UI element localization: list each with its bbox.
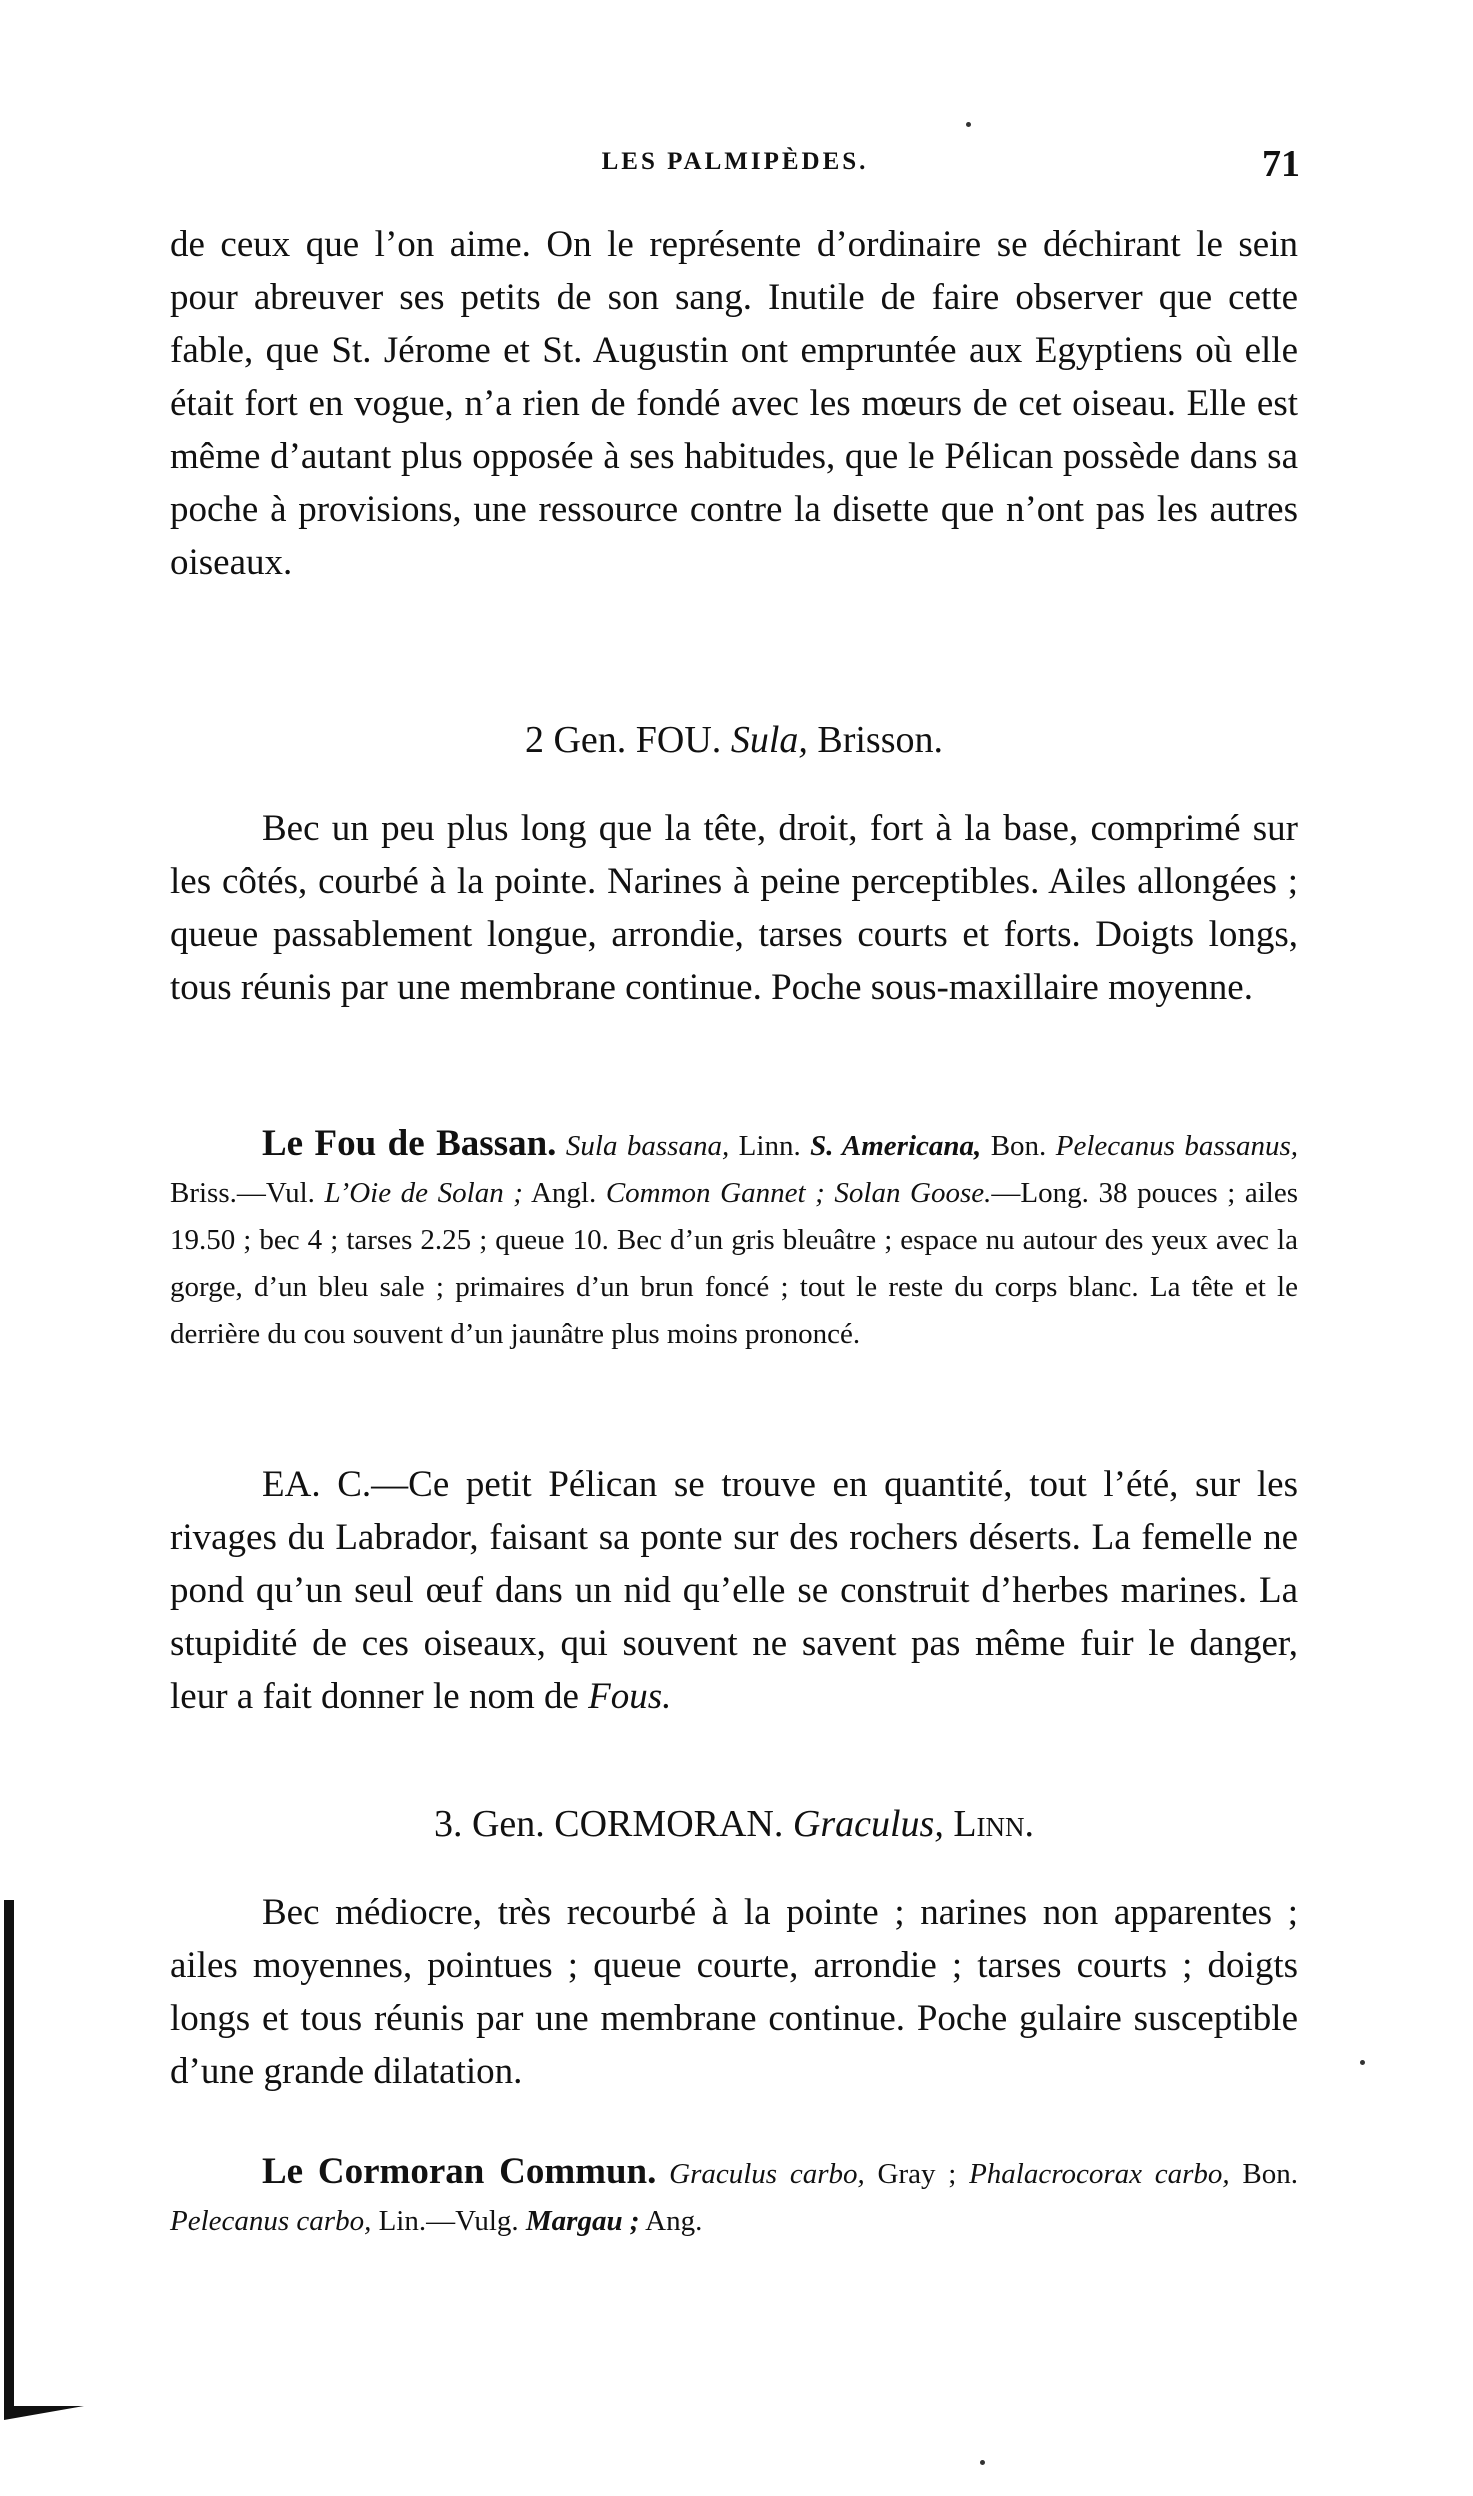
latin-name: Pelecanus carbo, <box>170 2205 372 2237</box>
genus-heading-fou <box>170 712 1298 768</box>
vernacular-name: L’Oie de Solan ; <box>324 1177 523 1209</box>
genus-number: 3. Gen. <box>433 1803 545 1845</box>
description-text: Bec médiocre, très recourbé à la pointe ; narines non apparentes ; ailes moyennes, pointues ; queue courte, arrondie ; tarses courts ; doigts longs et tous réunis par une membrane continue. Poche gulaire susceptible d’une grande dilatation. <box>170 1892 1298 2092</box>
synonym-text: Ang. <box>639 2205 703 2237</box>
english-name: Common Gannet ; Solan Goose. <box>605 1177 992 1209</box>
latin-name: Phalacrocorax carbo, <box>969 2158 1230 2190</box>
page-number: 71 <box>1262 143 1300 185</box>
scan-speck <box>980 2460 985 2465</box>
genus-heading-cormoran <box>170 1796 1298 1852</box>
latin-name: Pelecanus bassanus, <box>1055 1130 1298 1162</box>
vernacular-name: Margau ; <box>525 2205 640 2237</box>
running-head: LES PALMIPÈDES. <box>601 148 869 175</box>
binding-gutter-shadow <box>4 1900 14 2412</box>
synonym-text: Briss.—Vul. <box>170 1177 325 1209</box>
latin-name: Graculus carbo, <box>669 2158 865 2190</box>
genus-description-cormoran <box>170 1886 1298 2098</box>
synonym-text: Gray ; <box>864 2158 970 2190</box>
synonym-text: Bon. <box>981 1130 1056 1162</box>
italic-term: Fous. <box>588 1676 672 1717</box>
description-text: Bec un peu plus long que la tête, droit, fort à la base, comprimé sur les côtés, courbé à la pointe. Narines à peine perceptibles. Ailes allongées ; queue passablement longue, arrondie, tarses courts et forts. Doigts longs, tous réunis par une membrane continue. Poche sous-maxillaire moyenne. <box>170 808 1298 1008</box>
page-header <box>170 143 1300 198</box>
scan-speck <box>1360 2060 1365 2065</box>
species-entry-cormoran-commun <box>170 2148 1298 2245</box>
synonym-text: Linn. <box>729 1130 811 1162</box>
genus-number: 2 Gen. <box>524 719 627 761</box>
species-entry-fou-de-bassan <box>170 1120 1298 1358</box>
genus-name: FOU. <box>635 719 722 761</box>
synonym-text: Angl. <box>522 1177 606 1209</box>
genus-description-fou <box>170 802 1298 1014</box>
genus-author: Brisson. <box>817 719 944 761</box>
paragraph-text: de ceux que l’on aime. On le représente d’ordinaire se déchirant le sein pour abreuver ses petits de son sang. Inutile de faire observer que cette fable, que St. Jérome et St. Augustin ont empruntée aux Egyptiens où elle était fort en vogue, n’a rien de fondé avec les mœurs de cet oiseau. Elle est même d’autant plus opposée à ses habitudes, que le Pélican possède dans sa poche à provisions, une ressource contre la disette que n’ont pas les autres oiseaux. <box>170 224 1298 583</box>
scan-speck <box>966 122 971 127</box>
measurements-text: —Long. 38 pouces ; ailes 19.50 ; bec 4 ; tarses 2.25 ; queue 10. Bec d’un gris bleuâtre ; espace nu autour des yeux avec la gorge, d’un bleu sale ; primaires d’un brun foncé ; tout le reste du corps blanc. La tête et le derrière du cou souvent d’un jaunâtre plus moins prononcé. <box>170 1177 1299 1350</box>
synonym-text: Bon. <box>1229 2158 1299 2190</box>
species-name: Le Fou de Bassan. <box>262 1123 557 1164</box>
genus-author: Linn. <box>953 1803 1035 1845</box>
latin-name: Sula bassana, <box>565 1130 730 1162</box>
species-note-fou-de-bassan <box>170 1458 1298 1723</box>
note-text: —Ce petit Pélican se trouve en quantité, tout l’été, sur les rivages du Labrador, faisant sa ponte sur des rochers déserts. La femelle ne pond qu’un seul œuf dans un nid qu’elle se construit d’herbes marines. La stupidité de ces oiseaux, qui souvent ne savent pas même fuir le danger, leur a fait donner le nom de <box>170 1464 1299 1717</box>
species-name: Le Cormoran Commun. <box>262 2151 657 2192</box>
genus-name: CORMORAN. <box>554 1803 784 1845</box>
synonym-text: Lin.—Vulg. <box>371 2205 526 2237</box>
latin-name: S. Americana, <box>810 1130 982 1162</box>
binding-gutter-corner <box>4 2406 84 2420</box>
genus-latin: Sula, <box>730 719 808 761</box>
genus-latin: Graculus, <box>792 1803 944 1845</box>
paragraph-pelican-fable <box>170 218 1298 589</box>
range-abbreviation: EA. C. <box>262 1464 372 1505</box>
